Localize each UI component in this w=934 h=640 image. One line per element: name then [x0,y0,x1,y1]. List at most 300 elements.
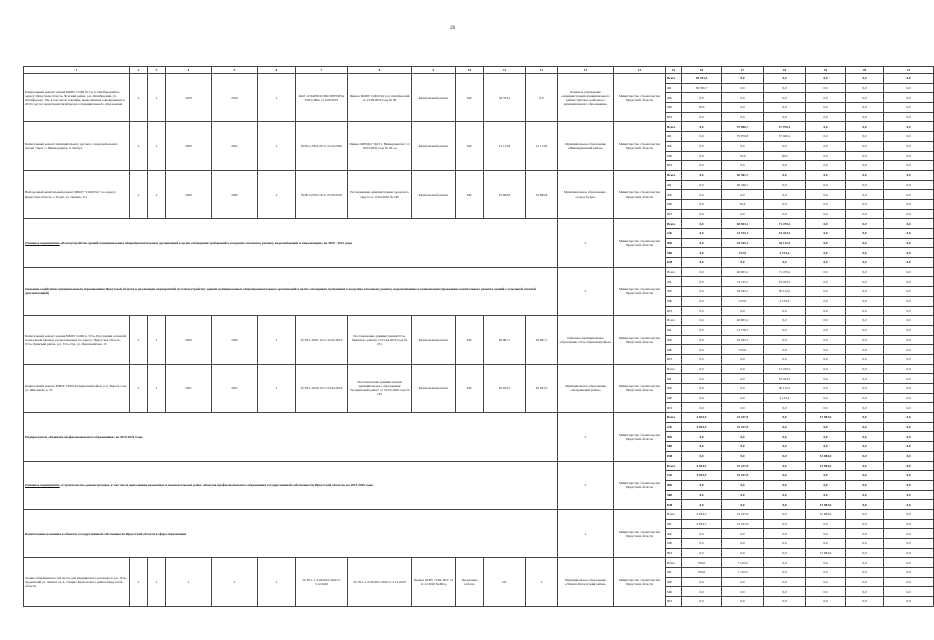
object-cell: № 38-1-0281-19 от 22.02.2019 [296,316,348,364]
funding-source-label: МБ [666,442,682,452]
object-cell: 2021 [166,364,212,412]
amount-cell: 0,0 [806,141,846,151]
amount-cell: 4 834,5 [682,509,722,519]
section-title [24,461,558,509]
object-cell: Приказ ОГБУ "УКС ИО" от 11.12.2020 №499-р [412,558,456,606]
amount-cell: 79 876,8 [722,132,764,142]
amount-cell: 0,0 [884,422,934,432]
amount-cell: 0,0 [682,325,722,335]
amount-cell: 0,0 [722,93,764,103]
amount-cell: 0,0 [884,597,934,607]
amount-cell: 0,0 [682,529,722,539]
object-cell: №38-1-0702-18 от 25.09.2018 [296,170,348,218]
object-cell: х [130,122,148,170]
amount-cell: 0,0 [806,103,846,113]
funding-source-label: Всего [666,267,682,277]
amount-cell: 0,0 [682,442,722,452]
amount-cell: 0,0 [682,374,722,384]
amount-cell: 36 381,7 [722,170,764,180]
amount-cell: 56,6 [682,103,722,113]
amount-cell: 0,0 [722,74,764,84]
funding-source-label: ОБ [666,568,682,578]
amount-cell: 0,0 [846,267,884,277]
object-cell: х [258,558,296,606]
amount-cell: 0,0 [884,577,934,587]
funding-source-label: МБ [666,103,682,113]
funding-source-label: Всего [666,364,682,374]
object-cell: х [526,558,558,606]
amount-cell: 36 112,5 [764,287,806,297]
section-title [24,219,558,267]
amount-cell: 0,0 [682,306,722,316]
amount-cell: 0,0 [806,296,846,306]
amount-cell: 0,0 [846,122,884,132]
amount-cell: 0,0 [764,345,806,355]
funding-source-label: Всего [666,413,682,423]
amount-cell: 0,0 [722,432,764,442]
amount-cell: 0,0 [806,384,846,394]
amount-cell: 0,0 [884,500,934,510]
amount-cell: 0,0 [722,258,764,268]
funding-source-label: ИИ [666,258,682,268]
amount-cell: 34 345,1 [722,287,764,297]
amount-cell: 0,0 [884,335,934,345]
object-cell: х [148,74,166,122]
object-cell: МС [456,170,484,218]
amount-cell: 0,0 [806,122,846,132]
object-cell: х [258,364,296,412]
amount-cell: 0,0 [682,122,722,132]
amount-cell: 0,0 [846,316,884,326]
amount-cell: 0,0 [846,141,884,151]
amount-cell: 0,0 [846,132,884,142]
amount-cell: 0,0 [764,74,806,84]
amount-cell: 0,0 [846,577,884,587]
funding-source-label: ИИ [666,112,682,122]
object-cell: МС [456,316,484,364]
column-number-20: 20 [846,67,884,74]
object-cell: Районное муниципальное образование «Усть-Удинский район» [558,316,614,364]
amount-cell: 0,0 [764,170,806,180]
amount-cell: 0,0 [764,103,806,113]
funding-source-label: ФБ [666,141,682,151]
amount-cell: 0,0 [846,151,884,161]
amount-cell: 34 345,1 [722,238,764,248]
funding-source-label: ИИ [666,597,682,607]
amount-cell: 0,0 [884,161,934,171]
amount-cell: 0,0 [846,548,884,558]
object-cell: №38-1-2393-20 от 21.04.2020 [296,122,348,170]
object-cell: 2021 [212,122,258,170]
amount-cell: 2 133,4 [764,248,806,258]
funding-source-label: ФБ [666,384,682,394]
amount-cell: 51 984,9 [806,509,846,519]
amount-cell: 0,0 [806,587,846,597]
object-cell: Муниципальное образование «Эхирит-Булагатский район» [558,558,614,606]
amount-cell: 0,0 [884,258,934,268]
amount-cell: 0,0 [846,480,884,490]
amount-cell: 71 470,2 [764,219,806,229]
amount-cell: 0,0 [764,597,806,607]
amount-cell: 0,0 [884,248,934,258]
amount-cell: 0,0 [806,277,846,287]
object-cell: 62 633,5 [484,364,526,412]
amount-cell: 15 237,9 [722,413,764,423]
amount-cell: 0,0 [722,306,764,316]
amount-cell: 0,0 [764,529,806,539]
amount-cell: 0,0 [806,568,846,578]
amount-cell: 0,0 [806,432,846,442]
amount-cell: 0,0 [846,354,884,364]
amount-cell: 0,0 [884,122,934,132]
object-cell: Министерство строительства Иркутской области [614,364,666,412]
amount-cell: 51 984,9 [806,548,846,558]
amount-cell: 0,0 [806,248,846,258]
amount-cell: 0,0 [764,93,806,103]
funding-source-label: МБ [666,151,682,161]
amount-cell: 0,0 [884,519,934,529]
section-x-cell: х [558,413,614,461]
object-cell: ОС [484,558,526,606]
amount-cell: 722,9 [722,248,764,258]
amount-cell: 0,0 [884,393,934,403]
amount-cell: 0,0 [884,190,934,200]
amount-cell: 0,0 [764,587,806,597]
amount-cell: 0,0 [846,161,884,171]
amount-cell: 0,0 [806,209,846,219]
amount-cell: 0,0 [846,519,884,529]
amount-cell: 15 237,9 [722,471,764,481]
amount-cell: 36 112,5 [764,384,806,394]
amount-cell: 0,0 [806,558,846,568]
amount-cell: 0,0 [806,112,846,122]
amount-cell: 0,0 [806,597,846,607]
amount-cell: 0,0 [806,238,846,248]
amount-cell: 0,0 [806,539,846,549]
amount-cell: 0,0 [884,442,934,452]
object-cell: 33 609,8 [484,170,526,218]
column-number-15: 15 [666,67,682,74]
table-row [24,122,934,132]
amount-cell: 0,0 [764,112,806,122]
amount-cell: 2 133,4 [764,393,806,403]
amount-cell: 0,0 [884,267,934,277]
object-cell: х [130,316,148,364]
amount-cell: 0,0 [682,229,722,239]
amount-cell: 4 834,5 [682,422,722,432]
funding-source-label: ОБ [666,471,682,481]
amount-cell: 0,0 [722,112,764,122]
amount-cell: 0,0 [682,161,722,171]
object-cell: 33 609,8 [526,170,558,218]
amount-cell: 0,0 [682,219,722,229]
object-name-cell: Капитальный ремонт здания МБОУ СОШ п. Усть-Уда (здания основной и начальной школы), расположенных по адресу: Иркутская область, Усть-Удинский район, р.п. Усть-Уда, ул. Первомайская, 13 [24,316,130,364]
section-x-cell: х [558,509,614,557]
amount-cell: 33 423,5 [764,277,806,287]
amount-cell: 0,0 [682,199,722,209]
amount-cell: 0,0 [764,509,806,519]
amount-cell: 0,0 [884,199,934,209]
amount-cell: 0,0 [846,190,884,200]
amount-cell: 4 834,5 [682,461,722,471]
object-cell: 2020 [166,316,212,364]
amount-cell: 0,0 [722,500,764,510]
amount-cell: 0,0 [806,354,846,364]
column-number-13: 13 [558,67,614,74]
object-cell: Распоряжение администрации городского округа от 15.04.2020 № 186 [348,170,412,218]
amount-cell: 0,0 [682,539,722,549]
amount-cell: 0,0 [682,490,722,500]
object-cell: х [148,316,166,364]
section-ministry-cell: Министерство строительства Иркутской области [614,413,666,461]
column-number-9: 9 [412,67,456,74]
amount-cell: 71 470,2 [764,267,806,277]
section-title: Капитальные вложения в объекты государственной собственности Иркутской области в сфере образования [24,509,558,557]
object-cell: х [148,170,166,218]
section-ministry-cell: Министерство строительства Иркутской области [614,509,666,557]
amount-cell: 48 903,1 [722,267,764,277]
amount-cell: 0,0 [884,180,934,190]
amount-cell: 0,0 [806,490,846,500]
amount-cell: 0,0 [682,287,722,297]
amount-cell: 0,0 [806,480,846,490]
table-row [24,558,934,568]
amount-cell: 0,0 [682,190,722,200]
amount-cell: 0,0 [806,422,846,432]
amount-cell: 790,0 [682,568,722,578]
amount-cell: 0,0 [806,267,846,277]
amount-cell: 0,0 [682,403,722,413]
object-cell: 2020 [166,122,212,170]
amount-cell: 0,0 [806,132,846,142]
object-cell: 2020 [212,170,258,218]
funding-source-label: Всего [666,509,682,519]
amount-cell: 4 834,5 [682,471,722,481]
amount-cell: 0,0 [884,364,934,374]
amount-cell: 0,0 [884,238,934,248]
section-title-lead: Основное мероприятие [25,483,60,488]
amount-cell: 0,0 [764,209,806,219]
object-cell: № 38-1-1-3-061022-2020 от 3.12.2020 [296,558,348,606]
amount-cell: 0,0 [846,238,884,248]
amount-cell: 0,0 [846,180,884,190]
funding-source-label: МБ [666,490,682,500]
section-row [24,461,934,471]
amount-cell: 0,0 [884,229,934,239]
amount-cell: 0,0 [682,151,722,161]
funding-source-label: ОБ [666,277,682,287]
object-cell: 2021 [212,364,258,412]
amount-cell: 0,0 [722,577,764,587]
amount-cell: 0,0 [884,277,934,287]
column-number-18: 18 [764,67,806,74]
funding-source-label: ОБ [666,422,682,432]
column-number-14: 14 [614,67,666,74]
amount-cell: 0,0 [846,364,884,374]
amount-cell: 0,0 [764,558,806,568]
column-number-16: 16 [682,67,722,74]
amount-cell: 0,0 [722,103,764,113]
section-title-rest: «Строительство, реконструкция, в том числе выполнение проектных и изыскательских работ, объектов профессионального образования государственной собственности Иркутской области» на 2019-2020 годы [59,483,373,488]
column-number-8: 8 [348,67,412,74]
amount-cell: 0,0 [884,74,934,84]
amount-cell: 0,0 [682,577,722,587]
object-cell: х [130,364,148,412]
section-x-cell: х [558,219,614,267]
funding-source-label: ИИ [666,451,682,461]
amount-cell: 0,0 [682,277,722,287]
amount-cell: 0,0 [682,316,722,326]
amount-cell: 4 834,5 [682,519,722,529]
amount-cell: 0,0 [764,306,806,316]
amount-cell: 58 763,3 [682,74,722,84]
object-cell: 49 897,1 [484,316,526,364]
column-number-6: 6 [258,67,296,74]
budget-table [23,66,934,607]
amount-cell: 0,0 [682,248,722,258]
amount-cell: 0,0 [764,500,806,510]
amount-cell: 0,0 [806,74,846,84]
object-cell: Капитальный ремонт [412,74,456,122]
object-cell: х [166,558,212,606]
amount-cell: 0,0 [722,529,764,539]
amount-cell: 0,0 [884,413,934,423]
object-cell: Капитальный ремонт [412,122,456,170]
object-cell: х [258,316,296,364]
funding-source-label: ИИ [666,548,682,558]
object-cell: х [130,74,148,122]
amount-cell: 0,0 [722,384,764,394]
amount-cell: 0,0 [806,345,846,355]
amount-cell: 0,0 [884,471,934,481]
amount-cell: 0,0 [682,548,722,558]
object-cell: х [130,558,148,606]
amount-cell: 0,0 [846,296,884,306]
section-row [24,509,934,519]
amount-cell: 71 470,2 [764,364,806,374]
object-cell: х [148,122,166,170]
amount-cell: 0,0 [884,480,934,490]
funding-source-label: МБ [666,296,682,306]
amount-cell: 0,0 [884,432,934,442]
object-cell: х [148,364,166,412]
amount-cell: 0,0 [682,132,722,142]
funding-source-label: ФБ [666,238,682,248]
funding-source-label: ИИ [666,209,682,219]
funding-source-label: ОБ [666,180,682,190]
amount-cell: 7 110,0 [722,558,764,568]
amount-cell: 58 706,7 [682,83,722,93]
amount-cell: 0,0 [884,83,934,93]
object-cell: 2020 [166,170,212,218]
column-number-11: 11 [484,67,526,74]
amount-cell: 0,0 [846,306,884,316]
funding-source-label: ИИ [666,306,682,316]
amount-cell: 0,0 [846,112,884,122]
amount-cell: 0,0 [764,190,806,200]
funding-source-label: ОБ [666,132,682,142]
funding-source-label: ФБ [666,577,682,587]
amount-cell: 0,0 [884,548,934,558]
amount-cell: 51 984,9 [806,413,846,423]
amount-cell: 0,0 [764,539,806,549]
amount-cell: 0,0 [884,112,934,122]
amount-cell: 0,0 [846,229,884,239]
amount-cell: 0,0 [846,529,884,539]
funding-source-label: МБ [666,345,682,355]
column-number-10: 10 [456,67,484,74]
amount-cell: 37 940,2 [764,132,806,142]
amount-cell: 79,9 [722,151,764,161]
amount-cell: 0,0 [806,170,846,180]
amount-cell: 0,0 [806,442,846,452]
amount-cell: 0,0 [806,151,846,161]
object-cell: 21 113,8 [526,122,558,170]
page-number: 28 [450,26,455,31]
amount-cell: 0,0 [806,180,846,190]
amount-cell: 0,0 [682,364,722,374]
section-row [24,267,934,277]
column-number-7: 7 [296,67,348,74]
amount-cell: 0,0 [884,103,934,113]
funding-source-label: Всего [666,74,682,84]
amount-cell: 0,0 [846,597,884,607]
section-title-rest: «Благоустройство зданий муниципальных общеобразовательных организаций в целях соблюдения требований к воздушно-тепловому режиму, водоснабжению и канализации» на 2020 - 2021 годы [59,240,353,245]
amount-cell: 0,0 [722,403,764,413]
amount-cell: 0,0 [884,151,934,161]
object-cell: х [258,170,296,218]
amount-cell: 0,0 [884,539,934,549]
object-cell: Министерство строительства Иркутской области [614,316,666,364]
amount-cell: 0,0 [764,316,806,326]
amount-cell: 0,0 [764,432,806,442]
amount-cell: 0,0 [806,258,846,268]
amount-cell: 15 237,9 [722,422,764,432]
column-number-2: 2 [130,67,148,74]
funding-source-label: МБ [666,393,682,403]
amount-cell: 0,0 [846,248,884,258]
amount-cell: 0,0 [884,568,934,578]
amount-cell: 0,0 [722,451,764,461]
amount-cell: 0,0 [806,229,846,239]
funding-source-label: ОБ [666,325,682,335]
object-cell: ФАУ «ГЛАВГОСЭКСПЕРТИЗА РОССИИ» от 9.08.2019 [296,74,348,122]
amount-cell: 0,0 [884,296,934,306]
object-cell: Капитальный ремонт [412,316,456,364]
funding-source-label: МБ [666,539,682,549]
amount-cell: 0,0 [764,335,806,345]
amount-cell: 37 978,2 [764,122,806,132]
object-cell: Министерство строительства Иркутской области [614,74,666,122]
object-cell: 49 897,1 [526,316,558,364]
amount-cell: 0,0 [682,209,722,219]
object-name-cell: Капитальный ремонт МБОУ СОШ Заларинский район, р.п. Тыреть 1-ая, ул. Школьная, д. 35 [24,364,130,412]
amount-cell: 0,0 [764,161,806,171]
funding-source-label: МБ [666,248,682,258]
object-cell: Министерство строительства Иркутской области [614,170,666,218]
amount-cell: 0,0 [846,170,884,180]
object-cell: Приказ МОБУ СОШ №2 р.п. Октябрьский от 13.08.2019 года № 86 [348,74,412,122]
amount-cell: 722,9 [722,345,764,355]
amount-cell: 0,0 [884,345,934,355]
amount-cell: 0,0 [682,296,722,306]
amount-cell: 0,0 [682,432,722,442]
amount-cell: 0,0 [846,384,884,394]
amount-cell: 0,0 [722,548,764,558]
amount-cell: 0,0 [884,209,934,219]
amount-cell: 0,0 [806,316,846,326]
section-ministry-cell: Министерство строительства Иркутской области [614,461,666,509]
